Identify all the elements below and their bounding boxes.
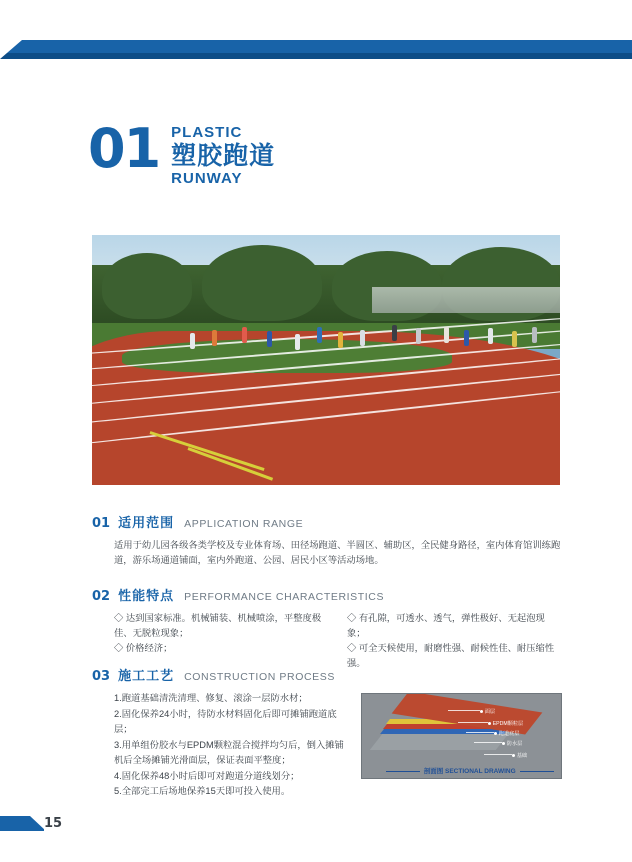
photo-buildings: [372, 287, 560, 313]
section-title-cn: 施工工艺: [118, 668, 175, 683]
features-column-left: [114, 611, 329, 671]
section-performance-characteristics: [92, 585, 562, 671]
process-content: [114, 691, 562, 800]
section-index: 03: [92, 669, 111, 684]
photo-person: [338, 332, 343, 348]
caption-rule-right: [520, 771, 554, 772]
photo-person: [444, 327, 449, 343]
photo-person: [190, 333, 195, 349]
process-step: 4.固化保养48小时后即可对跑道分道线划分；: [114, 770, 300, 781]
figure-label-ground: [512, 752, 527, 759]
section-header: [92, 665, 562, 684]
heading-text-group: [171, 120, 275, 188]
figure-label-waterproof: [502, 740, 523, 747]
page-number: 15: [44, 816, 63, 831]
feature-item: ◇ 可全天候使用，耐磨性强、耐候性佳、耐压缩性强。: [347, 643, 555, 668]
bullet-dot-icon: [512, 754, 515, 757]
feature-item: ◇ 价格经济；: [114, 643, 173, 653]
figure-leader-line: [484, 754, 512, 755]
section-header: [92, 512, 562, 531]
photo-person: [212, 330, 217, 346]
section-title-en: APPLICATION RANGE: [184, 518, 304, 530]
photo-person: [532, 327, 537, 343]
photo-tree: [202, 245, 322, 321]
feature-item: ◇ 有孔隙，可透水、透气，弹性极好、无起泡现象；: [347, 613, 545, 638]
section-index: 02: [92, 589, 111, 604]
section-title-cn: 性能特点: [118, 588, 175, 603]
process-step: 3.用单组份胶水与EPDM颗粒混合搅拌均匀后，倒入摊铺机后全场摊铺光滑面层，保证表面平整度；: [114, 739, 344, 765]
features-columns: [114, 611, 562, 671]
top-bar-notch: [0, 40, 22, 59]
section-paragraph: 适用于幼儿园各级各类学校及专业体育场、田径场跑道、半圆区、辅助区，全民健身路径，室内体育馆训练跑道，游乐场通道铺面，室内外跑道、公园、居民小区等活动场地。: [114, 540, 561, 565]
photo-person: [488, 328, 493, 344]
process-step: 2.固化保养24小时，待防水材料固化后即可摊铺跑道底层；: [114, 708, 337, 734]
photo-tree: [102, 253, 192, 319]
figure-leader-line: [474, 742, 502, 743]
figure-label-epdm: [488, 720, 524, 727]
feature-item: ◇ 达到国家标准。机械铺装、机械喷涂，平整度极佳、无脱粒现象；: [114, 613, 322, 638]
photo-person: [416, 328, 421, 344]
figure-leader-line: [448, 710, 480, 711]
figure-label-text: EPDM颗粒层: [492, 721, 524, 727]
photo-person: [267, 331, 272, 347]
section-title-en: PERFORMANCE CHARACTERISTICS: [184, 591, 385, 603]
photo-person: [464, 330, 469, 346]
section-title-en: CONSTRUCTION PROCESS: [184, 671, 335, 683]
bullet-dot-icon: [480, 710, 483, 713]
photo-person: [317, 327, 322, 343]
bullet-dot-icon: [502, 742, 505, 745]
figure-leader-line: [466, 732, 494, 733]
section-header: [92, 585, 562, 604]
top-bar-dark: [0, 53, 632, 59]
features-column-right: [347, 611, 562, 671]
photo-person: [392, 325, 397, 341]
process-step: 5.全部完工后场地保养15天即可投入使用。: [114, 786, 291, 796]
section-construction-process: [92, 665, 562, 800]
bullet-dot-icon: [494, 732, 497, 735]
sectional-drawing-figure: [361, 693, 562, 779]
figure-leader-line: [458, 722, 488, 723]
heading-english-top: PLASTIC: [171, 124, 243, 141]
section-body: [114, 538, 562, 568]
section-application-range: [92, 512, 562, 568]
section-title-cn: 适用范围: [118, 515, 175, 530]
heading-chinese: 塑胶跑道: [171, 142, 276, 170]
photo-person: [360, 330, 365, 346]
heading-english-bottom: RUNWAY: [171, 170, 243, 187]
hero-photo-running-track: [92, 235, 560, 485]
photo-person: [242, 327, 247, 343]
photo-person: [295, 334, 300, 350]
figure-label-text: 防水层: [506, 741, 523, 747]
caption-rule-left: [386, 771, 420, 772]
photo-person: [512, 331, 517, 347]
top-decorative-bar: [0, 40, 632, 60]
figure-caption-en: SECTIONAL DRAWING: [445, 768, 516, 775]
page-title: [88, 117, 276, 188]
page-footer: [0, 816, 632, 838]
figure-label-surface: [480, 708, 495, 715]
figure-caption: [362, 766, 562, 775]
section-index: 01: [92, 516, 111, 531]
bullet-dot-icon: [488, 722, 491, 725]
section-number: 01: [88, 117, 160, 180]
process-step: 1.跑道基础清洗清理、修复、滚涂一层防水材；: [114, 693, 308, 703]
figure-label-text: 跑道底层: [498, 731, 520, 737]
figure-label-text: 面层: [484, 709, 496, 715]
figure-label-base: [494, 730, 520, 737]
top-bar-blue: [0, 40, 632, 53]
figure-caption-cn: 剖面图: [423, 768, 444, 775]
process-steps: [114, 691, 349, 800]
figure-label-text: 基础: [516, 753, 528, 759]
